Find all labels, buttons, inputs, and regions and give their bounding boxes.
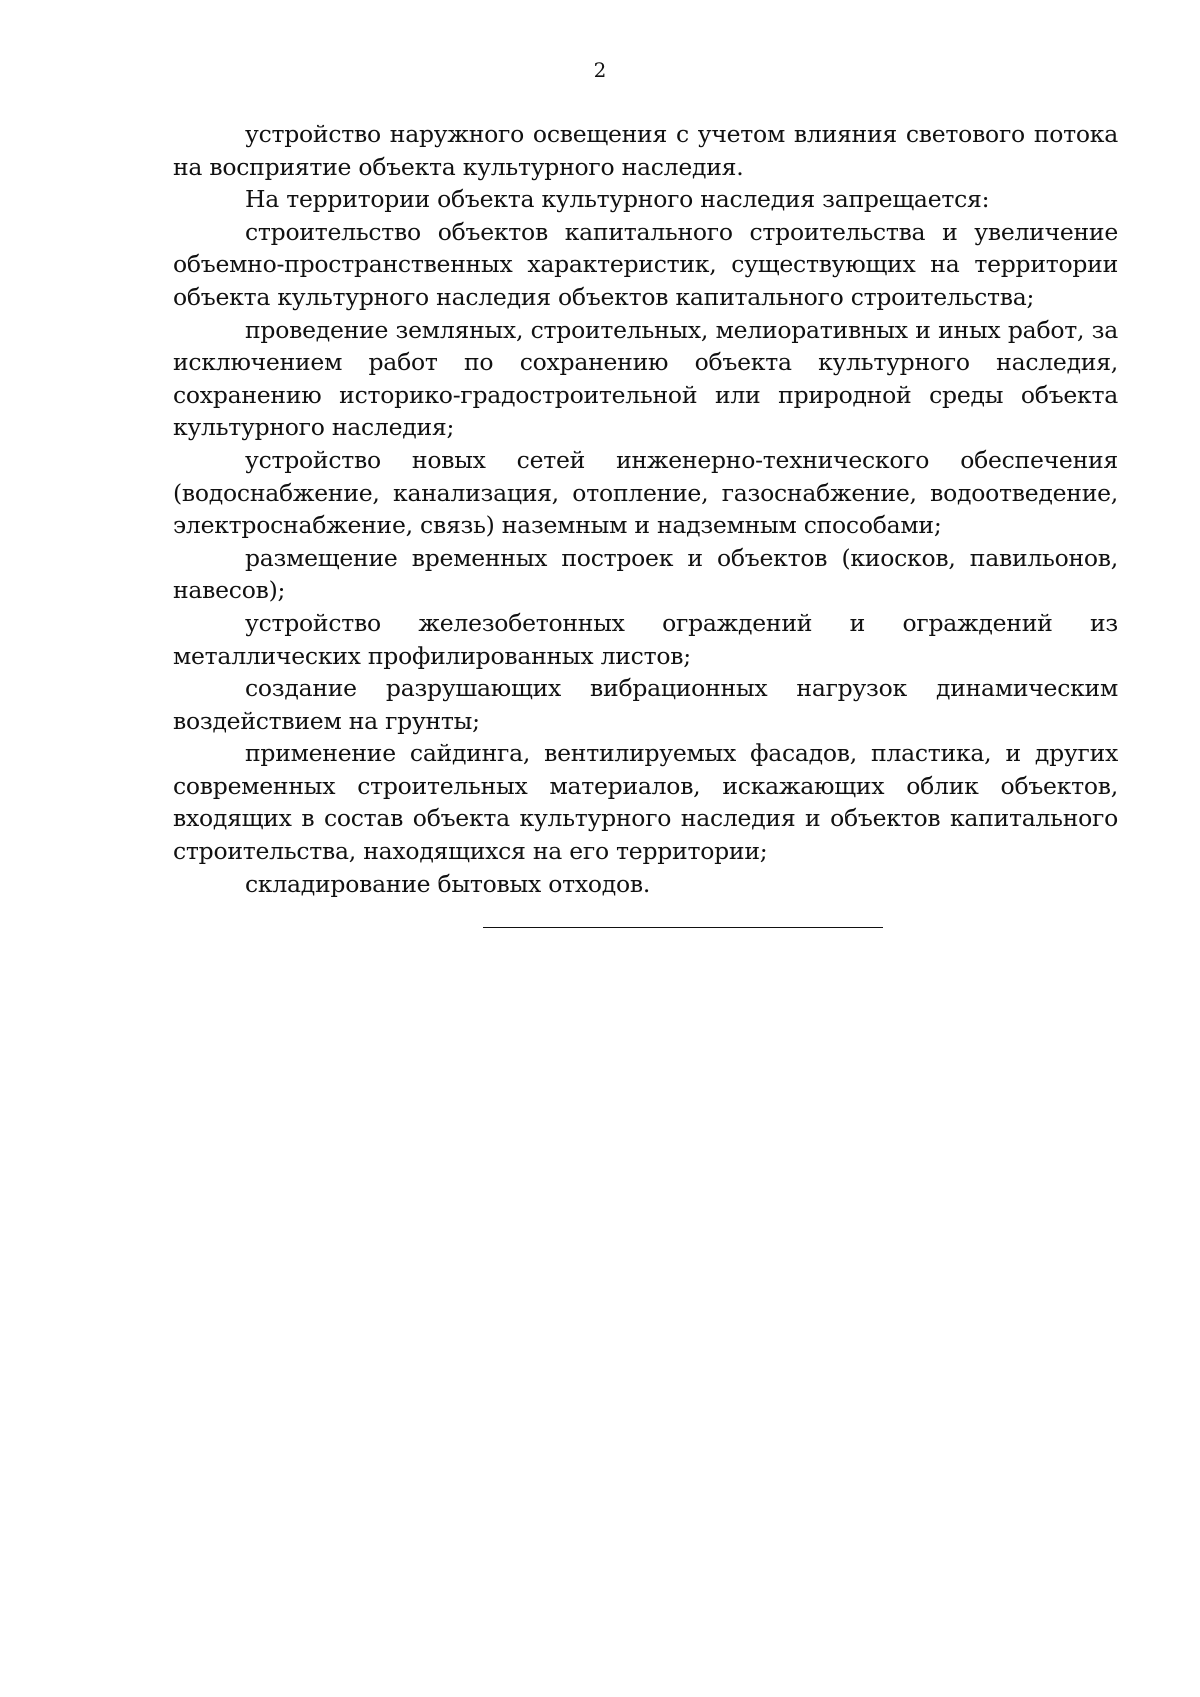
paragraph-lighting: устройство наружного освещения с учетом влияния светового потока на восприятие объекта культурного наследия. — [173, 120, 1118, 181]
end-of-text-rule — [483, 927, 883, 928]
paragraph-vibration-loads: создание разрушающих вибрационных нагрузок динамическим воздействием на грунты; — [173, 674, 1118, 735]
paragraph-modern-materials: применение сайдинга, вентилируемых фасадов, пластика, и других современных строительных материалов, искажающих облик объектов, входящих в состав объекта культурного наследия и объектов капитального строительства, находящихся на его территории; — [173, 739, 1118, 866]
paragraph-waste-storage: складирование бытовых отходов. — [245, 869, 651, 898]
paragraph-fences: устройство железобетонных ограждений и ограждений из металлических профилированных листов; — [173, 608, 1118, 670]
paragraph-temporary-structures: размещение временных построек и объектов (киосков, павильонов, навесов); — [173, 543, 1118, 605]
paragraph-utility-networks: устройство новых сетей инженерно-технического обеспечения (водоснабжение, канализация, отопление, газоснабжение, водоотведение, электроснабжение, связь) наземным и надземным способами; — [173, 445, 1118, 540]
page-number: 2 — [593, 58, 607, 82]
paragraph-construction: строительство объектов капитального строительства и увеличение объемно-пространственных характеристик, существующих на территории объекта культурного наследия объектов капитального строительства; — [173, 217, 1118, 311]
paragraph-prohibitions-intro: На территории объекта культурного наследия запрещается: — [245, 185, 990, 214]
paragraph-earthworks: проведение земляных, строительных, мелиоративных и иных работ, за исключением работ по сохранению объекта культурного наследия, сохранению историко-градостроительной или природной среды объекта культурного наследия; — [173, 315, 1118, 442]
document-body — [173, 118, 1118, 900]
